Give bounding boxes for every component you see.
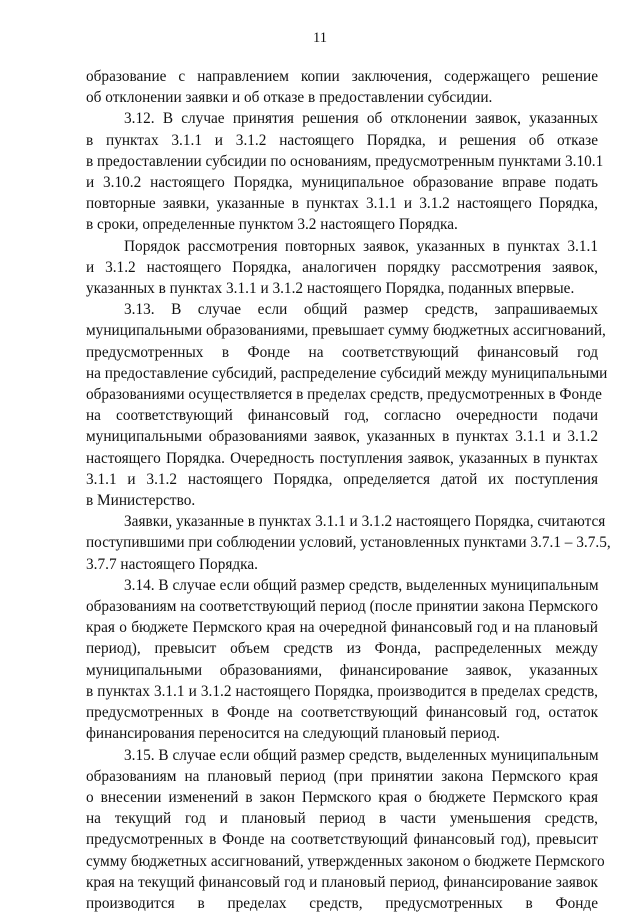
text-line: и 3.1.2 настоящего Порядка, аналогичен порядку рассмотрения заявок, xyxy=(86,257,598,278)
text-line: предусмотренных в Фонде на соответствующий финансовый год, остаток xyxy=(86,702,598,723)
text-line: муниципальными образованиями, финансирование заявок, указанных xyxy=(86,660,598,681)
text-line: в предоставлении субсидии по основаниям, предусмотренным пунктами 3.10.1 xyxy=(86,151,598,172)
text-line: настоящего Порядка. Очередность поступления заявок, указанных в пунктах xyxy=(86,448,598,469)
text-line: края на текущий финансовый год и плановый период, финансирование заявок xyxy=(86,872,598,893)
text-line: повторные заявки, указанные в пунктах 3.1.1 и 3.1.2 настоящего Порядка, xyxy=(86,193,598,214)
text-line: 3.13. В случае если общий размер средств, запрашиваемых xyxy=(86,299,598,320)
text-line: образованиями осуществляется в пределах средств, предусмотренных в Фонде xyxy=(86,384,598,405)
page-number: 11 xyxy=(0,30,640,47)
text-line: 3.7.7 настоящего Порядка. xyxy=(86,554,598,575)
text-line: в Министерство. xyxy=(86,490,598,511)
text-line: образованиям на соответствующий период (после принятии закона Пермского xyxy=(86,596,598,617)
text-line: указанных в пунктах 3.1.1 и 3.1.2 настоящего Порядка, поданных впервые. xyxy=(86,278,598,299)
text-line: в пунктах 3.1.1 и 3.1.2 настоящего Порядка, и решения об отказе xyxy=(86,130,598,151)
paragraph-clause-3-13-conditions xyxy=(86,511,598,575)
text-line: предусмотренных в Фонде на соответствующий финансовый год xyxy=(86,342,598,363)
text-line: образованиям на плановый период (при принятии закона Пермского края xyxy=(86,766,598,787)
text-line: края о бюджете Пермского края на очередной финансовый год и на плановый xyxy=(86,617,598,638)
text-line: и 3.10.2 настоящего Порядка, муниципальное образование вправе подать xyxy=(86,172,598,193)
text-line: 3.12. В случае принятия решения об отклонении заявок, указанных xyxy=(86,108,598,129)
text-line: финансирования переносится на следующий плановый период. xyxy=(86,723,598,744)
text-line: сумму бюджетных ассигнований, утвержденных законом о бюджете Пермского xyxy=(86,851,598,872)
text-line: предусмотренных в Фонде на соответствующий финансовый год), превысит xyxy=(86,829,598,850)
text-line: муниципальными образованиями, превышает сумму бюджетных ассигнований, xyxy=(86,320,598,341)
paragraph-continuation xyxy=(86,66,598,108)
paragraph-clause-3-15 xyxy=(86,745,598,914)
paragraph-clause-3-12 xyxy=(86,108,598,235)
paragraph-clause-3-14 xyxy=(86,575,598,745)
text-line: о внесении изменений в закон Пермского края о бюджете Пермского края xyxy=(86,787,598,808)
text-line: об отклонении заявки и об отказе в предоставлении субсидии. xyxy=(86,87,598,108)
text-line: Порядок рассмотрения повторных заявок, указанных в пунктах 3.1.1 xyxy=(86,236,598,257)
text-line: 3.15. В случае если общий размер средств, выделенных муниципальным xyxy=(86,745,598,766)
text-line: муниципальными образованиями заявок, указанных в пунктах 3.1.1 и 3.1.2 xyxy=(86,426,598,447)
text-line: производится в пределах средств, предусмотренных в Фонде xyxy=(86,893,598,914)
text-line: 3.14. В случае если общий размер средств, выделенных муниципальным xyxy=(86,575,598,596)
paragraph-clause-3-12-repeat xyxy=(86,236,598,300)
text-line: в сроки, определенные пунктом 3.2 настоящего Порядка. xyxy=(86,214,598,235)
text-line: 3.1.1 и 3.1.2 настоящего Порядка, определяется датой их поступления xyxy=(86,469,598,490)
text-line: поступившими при соблюдении условий, установленных пунктами 3.7.1 – 3.7.5, xyxy=(86,532,598,553)
document-body xyxy=(86,66,598,914)
text-line: Заявки, указанные в пунктах 3.1.1 и 3.1.2 настоящего Порядка, считаются xyxy=(86,511,598,532)
text-line: на текущий год и плановый период в части уменьшения средств, xyxy=(86,808,598,829)
text-line: в пунктах 3.1.1 и 3.1.2 настоящего Порядка, производится в пределах средств, xyxy=(86,681,598,702)
text-line: период), превысит объем средств из Фонда, распределенных между xyxy=(86,638,598,659)
text-line: образование с направлением копии заключения, содержащего решение xyxy=(86,66,598,87)
text-line: на соответствующий финансовый год, согласно очередности подачи xyxy=(86,405,598,426)
text-line: на предоставление субсидий, распределение субсидий между муниципальными xyxy=(86,363,598,384)
paragraph-clause-3-13 xyxy=(86,299,598,511)
